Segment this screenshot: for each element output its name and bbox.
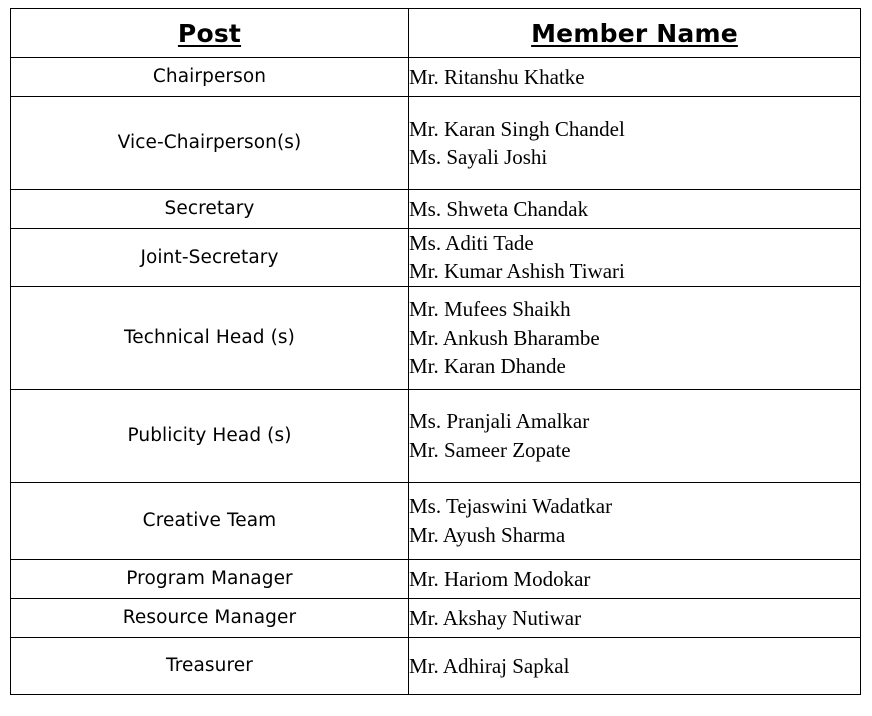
column-header-post	[11, 9, 409, 58]
table-row	[11, 482, 861, 559]
table-row	[11, 389, 861, 482]
post-label: Resource Manager	[122, 607, 297, 629]
post-cell	[11, 97, 409, 190]
post-label: Secretary	[164, 198, 255, 220]
post-label: Joint-Secretary	[140, 246, 279, 268]
member-name-cell	[409, 389, 861, 482]
member-name: Mr. Mufees Shaikh	[409, 297, 571, 322]
post-label: Vice-Chairperson(s)	[117, 132, 302, 154]
member-name: Mr. Akshay Nutiwar	[409, 605, 582, 630]
member-name-cell	[409, 229, 861, 287]
table-row	[11, 190, 861, 229]
post-cell	[11, 190, 409, 229]
post-cell	[11, 598, 409, 637]
member-name: Mr. Karan Dhande	[409, 353, 566, 378]
member-name-cell	[409, 97, 861, 190]
document-page	[0, 8, 872, 716]
column-header-member-name	[409, 9, 861, 58]
member-name-cell	[409, 559, 861, 598]
member-name: Mr. Hariom Modokar	[409, 566, 591, 591]
member-name-cell	[409, 286, 861, 389]
table-row	[11, 637, 861, 694]
member-name: Mr. Ankush Bharambe	[409, 325, 600, 350]
member-name-cell	[409, 58, 861, 97]
committee-members-table	[10, 8, 861, 695]
post-cell	[11, 286, 409, 389]
table-row	[11, 58, 861, 97]
post-cell	[11, 482, 409, 559]
member-name: Mr. Ritanshu Khatke	[409, 64, 585, 89]
post-cell	[11, 389, 409, 482]
member-name: Ms. Pranjali Amalkar	[409, 409, 590, 434]
table-row	[11, 559, 861, 598]
table-header-row	[11, 9, 861, 58]
post-label: Creative Team	[142, 510, 277, 532]
member-name-cell	[409, 482, 861, 559]
table-row	[11, 97, 861, 190]
member-name: Ms. Sayali Joshi	[409, 145, 548, 169]
member-name: Ms. Aditi Tade	[409, 231, 534, 255]
member-name: Mr. Adhiraj Sapkal	[409, 653, 570, 678]
column-header-member-name-label: Member Name	[531, 18, 738, 48]
member-name: Ms. Shweta Chandak	[409, 196, 589, 221]
post-label: Technical Head (s)	[124, 327, 295, 349]
table-row	[11, 598, 861, 637]
post-label: Publicity Head (s)	[127, 425, 292, 447]
table-row	[11, 286, 861, 389]
post-cell	[11, 229, 409, 287]
column-header-post-label: Post	[177, 18, 242, 48]
member-name: Mr. Sameer Zopate	[409, 437, 571, 462]
member-name-cell	[409, 598, 861, 637]
post-cell	[11, 637, 409, 694]
post-label: Chairperson	[152, 66, 267, 88]
member-name: Mr. Kumar Ashish Tiwari	[409, 259, 625, 284]
member-name: Mr. Ayush Sharma	[409, 522, 566, 547]
post-label: Treasurer	[166, 655, 253, 677]
member-name-cell	[409, 637, 861, 694]
member-name: Ms. Tejaswini Wadatkar	[409, 494, 613, 519]
member-name-cell	[409, 190, 861, 229]
post-label: Program Manager	[126, 568, 293, 590]
member-name: Mr. Karan Singh Chandel	[409, 116, 625, 141]
table-row	[11, 229, 861, 287]
post-cell	[11, 559, 409, 598]
post-cell	[11, 58, 409, 97]
